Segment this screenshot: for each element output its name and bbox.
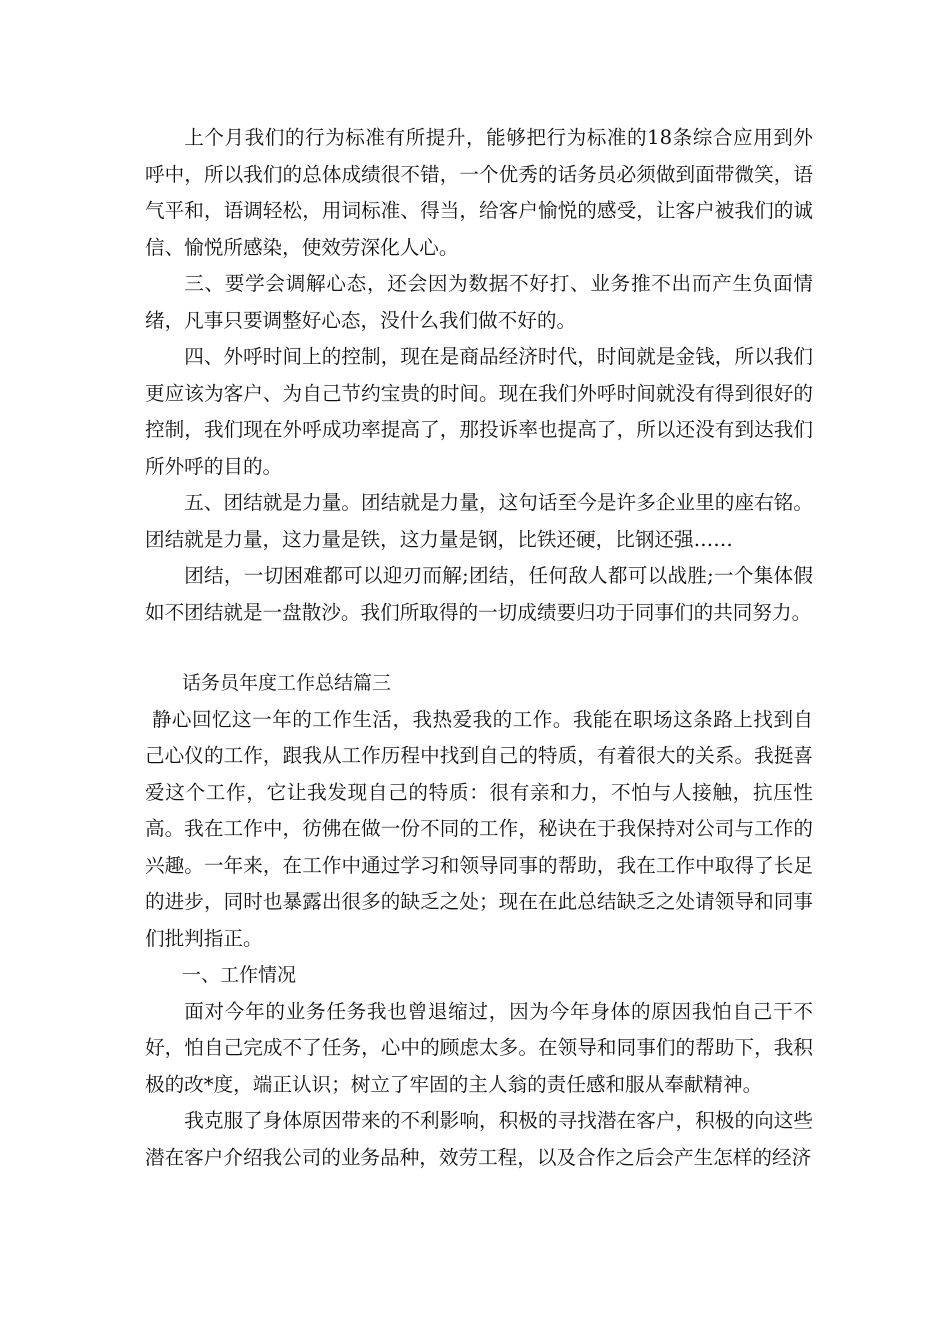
section-spacer [145,631,813,665]
paragraph-potential-customers: 我克服了身体原因带来的不利影响，积极的寻找潜在客户，积极的向这些潜在客户介绍我公司的业务品种，效劳工程，以及合作之后会产生怎样的经济 [145,1109,813,1169]
section-title: 话务员年度工作总结篇三 [182,672,392,694]
paragraph-unity: 团结，一切困难都可以迎刃而解;团结，任何敌人都可以战胜;一个集体假如不团结就是一盘散沙。我们所取得的一切成绩要归功于同事们的共同努力。 [145,564,813,624]
paragraph-call-time-control: 四、外呼时间上的控制，现在是商品经济时代，时间就是金钱，所以我们更应该为客户、为自己节约宝贵的时间。现在我们外呼时间就没有得到很好的控制，我们现在外呼成功率提高了，那投诉率也提高了，所以还没有到达我们所外呼的目的。 [145,345,813,478]
paragraph-behavior-standards: 上个月我们的行为标准有所提升，能够把行为标准的18条综合应用到外呼中，所以我们的总体成绩很不错，一个优秀的话务员必须做到面带微笑，语气平和，语调轻松，用词标准、得当，给客户愉悦的感受，让客户被我们的诚信、愉悦所感染，使效劳深化人心。 [145,126,813,259]
paragraph-unity-is-strength: 五、团结就是力量。团结就是力量，这句话至今是许多企业里的座右铭。团结就是力量，这力量是铁，这力量是钢，比铁还硬，比钢还强…… [145,491,813,551]
subheading-work-situation: 一、工作情况 [182,964,297,986]
document-body [145,120,813,1176]
paragraph-business-tasks: 面对今年的业务任务我也曾退缩过，因为今年身体的原因我怕自己干不好，怕自己完成不了任务，心中的顾虑太多。在领导和同事们的帮助下，我积极的改*度，端正认识；树立了牢固的主人翁的责任感和服从奉献精神。 [145,999,813,1096]
paragraph-year-review: 静心回忆这一年的工作生活，我热爱我的工作。我能在职场这条路上找到自己心仪的工作，跟我从工作历程中找到自己的特质，有着很大的关系。我挺喜爱这个工作，它让我发现自己的特质：很有亲和力，不怕与人接触，抗压性高。我在工作中，彷佛在做一份不同的工作，秘诀在于我保持对公司与工作的兴趣。一年来，在工作中通过学习和领导同事的帮助，我在工作中取得了长足的进步，同时也暴露出很多的缺乏之处；现在在此总结缺乏之处请领导和同事们批判指正。 [145,707,813,950]
paragraph-mindset: 三、要学会调解心态，还会因为数据不好打、业务推不出而产生负面情绪，凡事只要调整好心态，没什么我们做不好的。 [145,272,813,332]
